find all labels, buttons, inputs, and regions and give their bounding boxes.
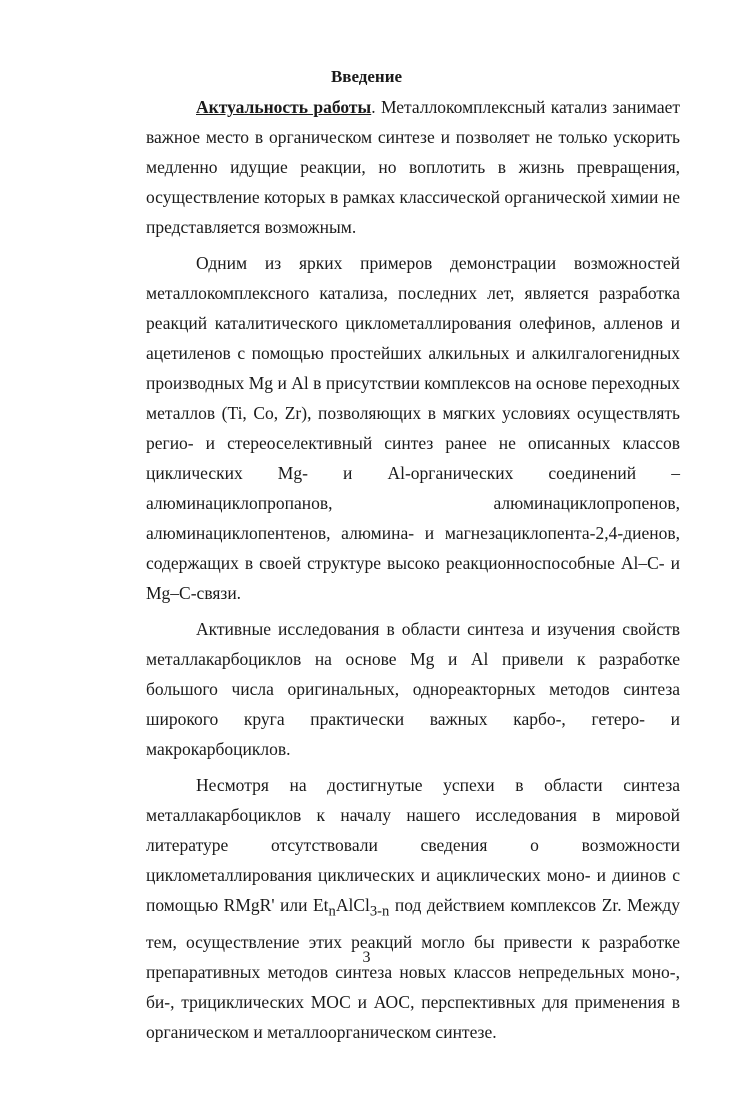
paragraph-lead-heading: Актуальность работы xyxy=(196,97,372,117)
subscript-3-n: 3-n xyxy=(369,903,390,920)
subscript-n: n xyxy=(328,903,336,920)
document-body xyxy=(146,92,680,1047)
paragraph-examples xyxy=(146,248,680,608)
paragraph-relevance xyxy=(146,92,680,242)
paragraph-text: под действием комплексов Zr. Между тем, осуществление этих реакций могло бы привести к разработке препаративных методов синтеза новых классов непредельных моно-, би-, трициклических МОС и АОС, перспективных для применения в органическом и металлоорганическом синтезе. xyxy=(146,895,680,1042)
paragraph-text: . Металлокомплексный катализ занимает важное место в органическом синтезе и позволяет не только ускорить медленно идущие реакции, но воплотить в жизнь превращения, осуществление которых в рамках классической органической химии не представляется возможным. xyxy=(146,97,680,237)
formula-text: AlCl xyxy=(335,895,370,915)
paragraph-text: Одним из ярких примеров демонстрации возможностей металлокомплексного катализа, последних лет, является разработка реакций каталитического циклометаллирования олефинов, алленов и ацетиленов с помощью простейших алкильных и алкилгалогенидных производных Mg и Al в присутствии комплексов на основе переходных металлов (Ti, Co, Zr), позволяющих в мягких условиях осуществлять регио- и стереоселективный синтез ранее не описанных классов циклических Mg- и Al-органических соединений – алюминациклопропанов, алюминациклопропенов, алюминациклопентенов, алюмина- и магнезациклопента-2,4-диенов, содержащих в своей структуре высоко реакционноспособные Al–C- и Mg–C-связи. xyxy=(146,253,680,603)
paragraph-gap xyxy=(146,770,680,1047)
page-title: Введение xyxy=(330,67,403,86)
paragraph-text: Несмотря на достигнутые успехи в области синтеза металлакарбоциклов к началу нашего исследования в мировой литературе отсутствовали сведения о возможности циклометаллирования циклических и ациклических моно- и диинов с помощью RMgR' или Et xyxy=(146,775,680,915)
paragraph-text: Активные исследования в области синтеза и изучения свойств металлакарбоциклов на основе Mg и Al привели к разработке большого числа оригинальных, однореакторных методов синтеза широкого круга практически важных карбо-, гетеро- и макрокарбоциклов. xyxy=(146,619,680,759)
page-number: 3 xyxy=(362,949,371,966)
paragraph-research xyxy=(146,614,680,764)
